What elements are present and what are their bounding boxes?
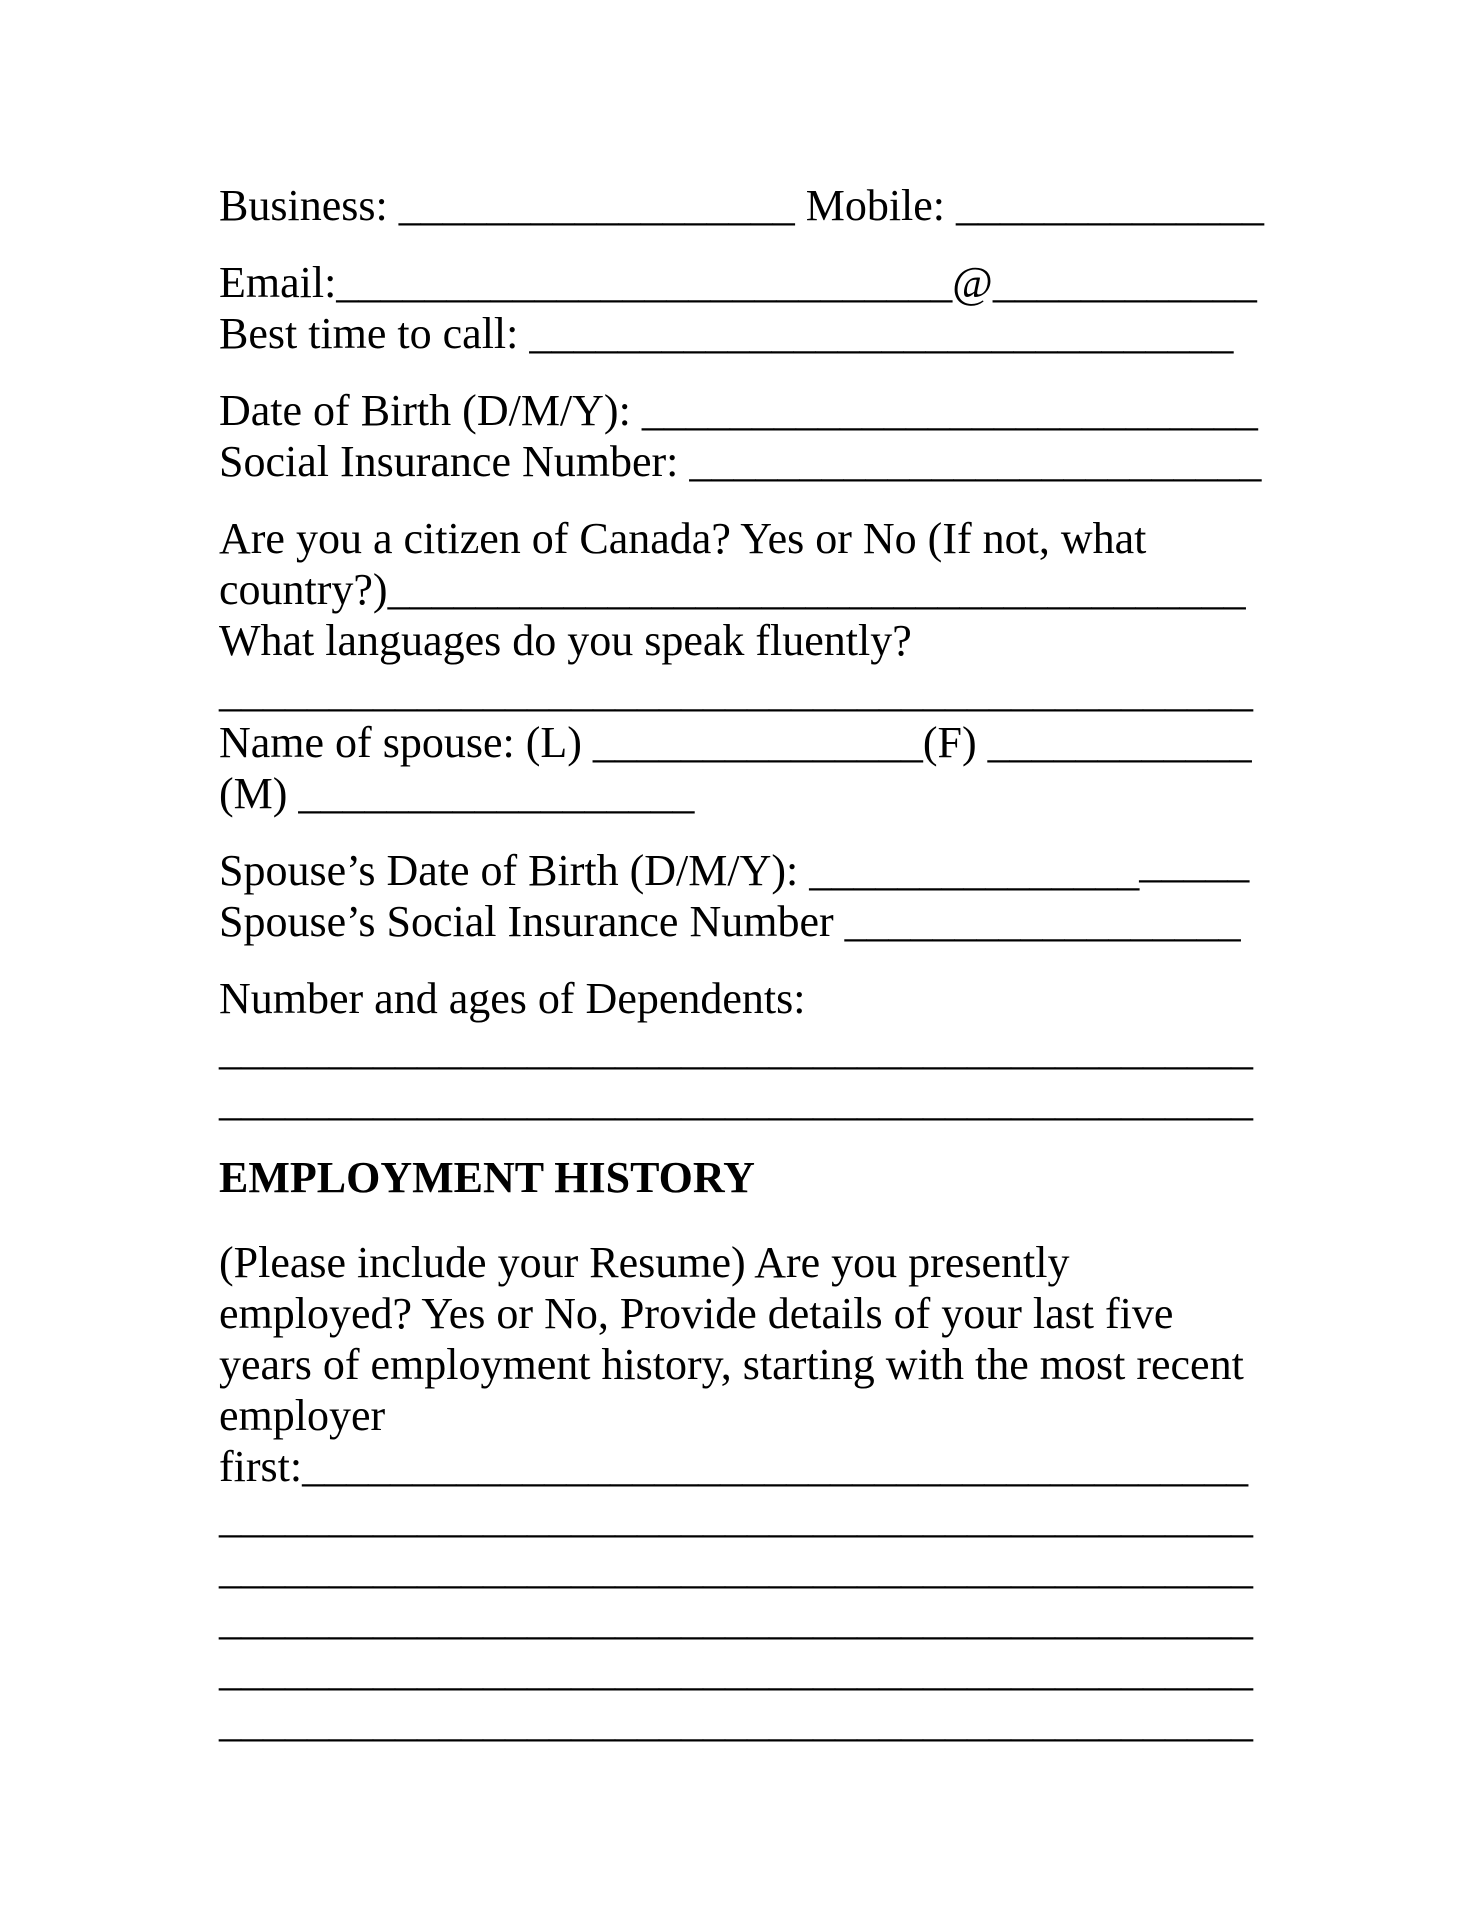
spouse-details-paragraph	[219, 838, 1271, 947]
spouse-name-line: Name of spouse: (L) _______________(F) ____________	[219, 718, 1252, 767]
languages-question-line: What languages do you speak fluently?	[219, 616, 912, 665]
dependents-label-line: Number and ages of Dependents:	[219, 974, 806, 1023]
employment-history-heading: EMPLOYMENT HISTORY	[219, 1153, 755, 1202]
business-mobile-line: Business: __________________ Mobile: ______________	[219, 181, 1265, 230]
dependents-blank-line-2: _______________________________________________	[219, 1076, 1253, 1125]
citizenship-question-line-1: Are you a citizen of Canada? Yes or No (If not, what	[219, 514, 1147, 563]
identity-paragraph	[219, 385, 1271, 487]
contact-business-paragraph	[219, 180, 1271, 231]
employment-blank-line-1: _______________________________________________	[219, 1493, 1253, 1542]
employment-blank-line-4: _______________________________________________	[219, 1646, 1253, 1695]
email-line: Email:____________________________@____________	[219, 258, 1257, 307]
employment-blank-line-2: _______________________________________________	[219, 1544, 1253, 1593]
spouse-dob-line	[219, 838, 1271, 896]
employment-intro-line-1: (Please include your Resume) Are you presently	[219, 1238, 1070, 1287]
best-time-to-call-line: Best time to call: ________________________________	[219, 309, 1234, 358]
spouse-dob-tail-blank: _____	[1139, 838, 1250, 887]
employment-blank-line-5: _______________________________________________	[219, 1697, 1253, 1746]
spouse-sin-line: Spouse’s Social Insurance Number __________________	[219, 897, 1241, 946]
languages-answer-blank: _______________________________________________	[219, 667, 1253, 716]
date-of-birth-line: Date of Birth (D/M/Y): ____________________________	[219, 386, 1258, 435]
spouse-dob-main: Spouse’s Date of Birth (D/M/Y): _______________	[219, 846, 1140, 895]
employment-intro-line-3: years of employment history, starting with the most recent	[219, 1340, 1244, 1389]
employment-blank-line-3: _______________________________________________	[219, 1595, 1253, 1644]
social-insurance-number-line: Social Insurance Number: __________________________	[219, 437, 1262, 486]
citizenship-spouse-paragraph	[219, 513, 1271, 819]
employment-intro-line-2: employed? Yes or No, Provide details of your last five	[219, 1289, 1174, 1338]
citizenship-question-line-2: country?)_______________________________________	[219, 565, 1246, 614]
employment-details-paragraph	[219, 1237, 1271, 1747]
dependents-paragraph	[219, 973, 1271, 1126]
dependents-blank-line-1: _______________________________________________	[219, 1025, 1253, 1074]
contact-email-paragraph	[219, 257, 1271, 359]
spouse-middle-name-line: (M) __________________	[219, 769, 695, 818]
employment-intro-line-4: employer	[219, 1391, 386, 1440]
employment-first-blank-line: first:___________________________________________	[219, 1442, 1249, 1491]
